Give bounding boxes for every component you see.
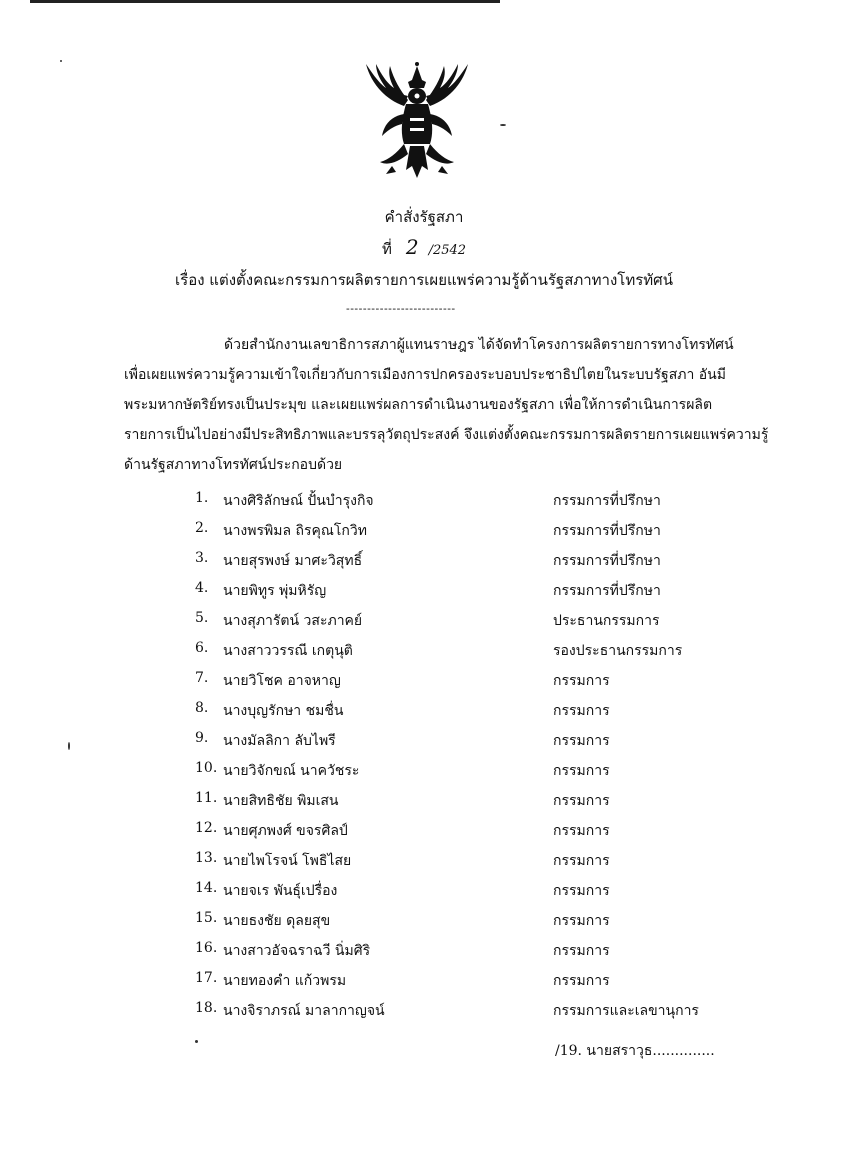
member-name: นางจิราภรณ์ มาลากาญจน์ xyxy=(223,1003,385,1019)
member-number: 12. xyxy=(195,820,218,836)
member-role: ประธานกรรมการ xyxy=(553,613,660,629)
order-year: /2542 xyxy=(428,243,467,258)
member-row xyxy=(195,1000,755,1030)
order-number-line xyxy=(0,235,848,261)
scan-speck xyxy=(68,742,70,750)
member-list xyxy=(195,490,755,1030)
member-role: กรรมการ xyxy=(553,883,610,899)
member-row xyxy=(195,730,755,760)
member-number: 11. xyxy=(195,790,218,806)
scan-speck xyxy=(195,1040,198,1043)
member-number: 1. xyxy=(195,490,209,506)
member-row xyxy=(195,970,755,1000)
member-role: กรรมการ xyxy=(553,973,610,989)
member-name: นางสุภารัตน์ วสะภาคย์ xyxy=(223,613,363,629)
member-row xyxy=(195,580,755,610)
subject-line: เรื่อง แต่งตั้งคณะกรรมการผลิตรายการเผยแพร่ความรู้ด้านรัฐสภาทางโทรทัศน์ xyxy=(175,271,673,289)
member-row xyxy=(195,700,755,730)
member-name: นางสาววรรณี เกตุนุติ xyxy=(223,643,353,659)
member-row xyxy=(195,790,755,820)
member-number: 3. xyxy=(195,550,209,566)
member-role: กรรมการที่ปรึกษา xyxy=(553,523,661,539)
member-number: 9. xyxy=(195,730,209,746)
order-number-prefix: ที่ xyxy=(381,240,392,258)
member-role: กรรมการ xyxy=(553,793,610,809)
scan-speck xyxy=(60,60,62,62)
paragraph-line: พระมหากษัตริย์ทรงเป็นประมุข และเผยแพร่ผลการดำเนินงานของรัฐสภา เพื่อให้การดำเนินการผลิต xyxy=(124,397,713,413)
member-role: กรรมการ xyxy=(553,763,610,779)
top-border-line xyxy=(30,0,500,3)
member-role: กรรมการที่ปรึกษา xyxy=(553,583,661,599)
member-role: กรรมการ xyxy=(553,703,610,719)
member-name: นายไพโรจน์ โพธิไสย xyxy=(223,853,352,869)
member-number: 2. xyxy=(195,520,209,536)
member-row xyxy=(195,670,755,700)
member-name: นายวิโชค อาจหาญ xyxy=(223,673,341,689)
order-number: 2 xyxy=(405,235,419,259)
paragraph-line: เพื่อเผยแพร่ความรู้ความเข้าใจเกี่ยวกับการเมืองการปกครองระบอบประชาธิปไตยในระบบรัฐสภา อันมี xyxy=(124,367,726,383)
order-title: คำสั่งรัฐสภา xyxy=(384,208,464,226)
member-row xyxy=(195,820,755,850)
member-row xyxy=(195,550,755,580)
member-name: นายศุภพงศ์ ขจรศิลป์ xyxy=(223,823,348,839)
member-role: กรรมการ xyxy=(553,943,610,959)
member-row xyxy=(195,760,755,790)
member-name: นายทองคำ แก้วพรม xyxy=(223,973,347,989)
continuation-note: /19. นายสราวุธ.............. xyxy=(555,1043,715,1059)
member-name: นายวิจักขณ์ นาควัชระ xyxy=(223,763,360,779)
member-name: นายสิทธิชัย พิมเสน xyxy=(223,793,339,809)
member-name: นางพรพิมล ถิรคุณโกวิท xyxy=(223,523,367,539)
member-number: 10. xyxy=(195,760,218,776)
member-role: กรรมการที่ปรึกษา xyxy=(553,553,661,569)
paragraph-line: ด้วยสำนักงานเลขาธิการสภาผู้แทนราษฎร ได้จัดทำโครงการผลิตรายการทางโทรทัศน์ xyxy=(224,337,734,353)
member-role: กรรมการ xyxy=(553,823,610,839)
member-name: นายธงชัย ดุลยสุข xyxy=(223,913,331,929)
paragraph-line: ด้านรัฐสภาทางโทรทัศน์ประกอบด้วย xyxy=(124,457,343,473)
paragraph-line: รายการเป็นไปอย่างมีประสิทธิภาพและบรรลุวัตถุประสงค์ จึงแต่งตั้งคณะกรรมการผลิตรายการเผยแพร่ความรู้ xyxy=(124,427,769,443)
member-row xyxy=(195,940,755,970)
member-name: นางศิริลักษณ์ ปั้นบำรุงกิจ xyxy=(223,493,374,509)
member-number: 5. xyxy=(195,610,209,626)
member-role: กรรมการ xyxy=(553,733,610,749)
member-number: 4. xyxy=(195,580,209,596)
member-row xyxy=(195,880,755,910)
garuda-emblem-icon xyxy=(352,58,482,188)
member-name: นายสุรพงษ์ มาศะวิสุทธิ์ xyxy=(223,553,363,569)
body-paragraph xyxy=(124,330,769,480)
member-number: 13. xyxy=(195,850,218,866)
member-number: 18. xyxy=(195,1000,218,1016)
member-role: รองประธานกรรมการ xyxy=(553,643,683,659)
member-name: นางบุญรักษา ชมชื่น xyxy=(223,703,344,719)
member-number: 16. xyxy=(195,940,218,956)
separator: -------------------------- xyxy=(346,302,456,315)
member-number: 14. xyxy=(195,880,218,896)
member-row xyxy=(195,850,755,880)
member-role: กรรมการ xyxy=(553,853,610,869)
member-number: 8. xyxy=(195,700,209,716)
member-row xyxy=(195,910,755,940)
member-name: นางสาวอัจฉราฉวี นิ่มศิริ xyxy=(223,943,371,959)
member-role: กรรมการที่ปรึกษา xyxy=(553,493,661,509)
member-role: กรรมการ xyxy=(553,913,610,929)
member-name: นางมัลลิกา ลับไพรี xyxy=(223,733,336,749)
member-role: กรรมการและเลขานุการ xyxy=(553,1003,699,1019)
member-number: 17. xyxy=(195,970,218,986)
member-number: 15. xyxy=(195,910,218,926)
member-role: กรรมการ xyxy=(553,673,610,689)
member-number: 7. xyxy=(195,670,209,686)
member-row xyxy=(195,520,755,550)
member-row xyxy=(195,490,755,520)
member-name: นายพิทูร พุ่มหิรัญ xyxy=(223,583,327,599)
member-number: 6. xyxy=(195,640,209,656)
scan-speck xyxy=(500,124,506,126)
member-name: นายจเร พันธุ์เปรื่อง xyxy=(223,883,338,899)
member-row xyxy=(195,640,755,670)
member-row xyxy=(195,610,755,640)
